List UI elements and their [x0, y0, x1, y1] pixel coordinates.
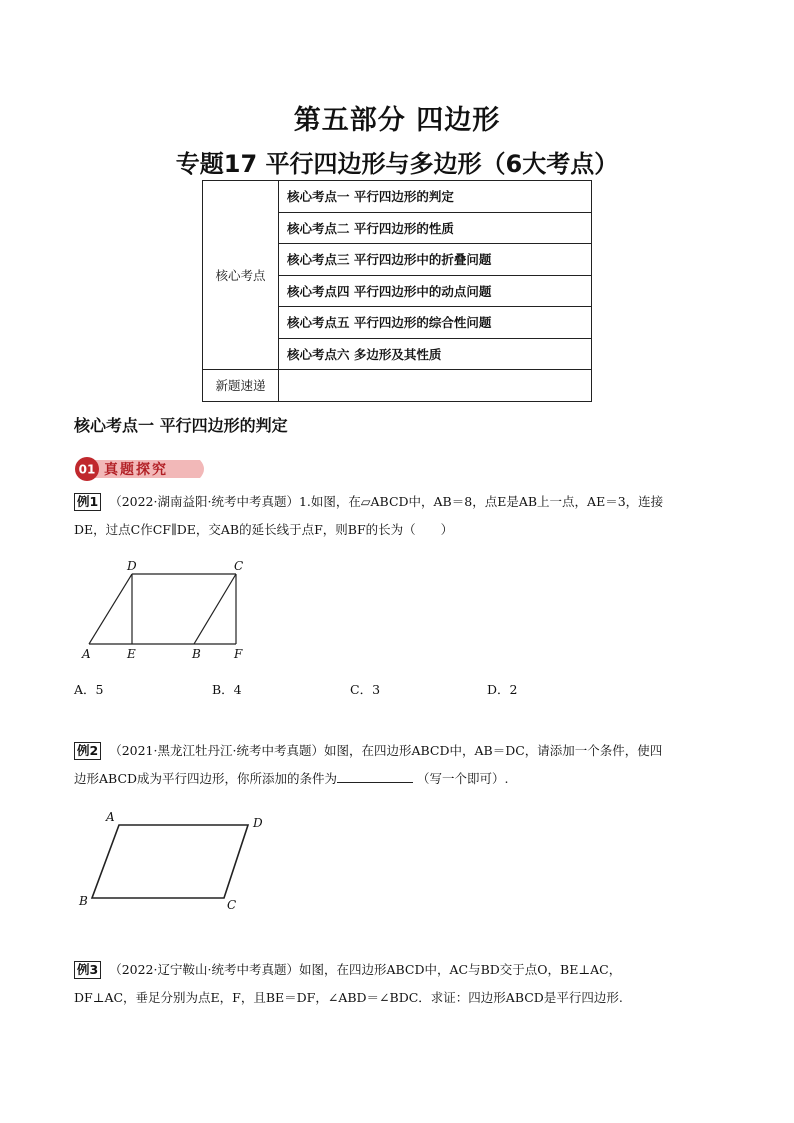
parallelogram-figure-2 [74, 805, 274, 915]
label-D: D [127, 559, 137, 573]
example1-text [74, 488, 724, 544]
toc-item[interactable]: 核心考点六 多边形及其性质 [279, 338, 592, 370]
toc-item[interactable]: 核心考点四 平行四边形中的动点问题 [279, 275, 592, 307]
label-E: E [127, 647, 136, 661]
toc-item[interactable]: 核心考点五 平行四边形的综合性问题 [279, 307, 592, 339]
example1-line2: DE，过点C作CF∥DE，交AB的延长线于点F，则BF的长为（ ） [74, 522, 454, 537]
choice-b[interactable]: B．4 [212, 682, 242, 697]
example2-line2b: （写一个即可）. [417, 771, 509, 786]
example2-line2a: 边形ABCD成为平行四边形，你所添加的条件为 [74, 771, 338, 786]
label-F: F [234, 647, 243, 661]
topic-title: 专题17 平行四边形与多边形（6大考点） [175, 150, 619, 178]
toc-extra-value [279, 370, 592, 402]
topic-table [202, 180, 592, 402]
choice-c[interactable]: C．3 [350, 682, 381, 697]
example2-text [74, 737, 724, 793]
example2-line1: （2021·黑龙江牡丹江·统考中考真题）如图，在四边形ABCD中，AB＝DC，请添加一个条件，使四 [109, 743, 663, 758]
section-heading: 核心考点一 平行四边形的判定 [74, 416, 288, 435]
label-D: D [253, 816, 263, 830]
example1-line1: （2022·湖南益阳·统考中考真题）1.如图，在▱ABCD中，AB＝8，点E是AB上一点，AE＝3，连接 [109, 494, 664, 509]
toc-item[interactable]: 核心考点三 平行四边形中的折叠问题 [279, 244, 592, 276]
part-title: 第五部分 四边形 [293, 105, 501, 136]
answer-blank[interactable] [337, 768, 413, 783]
toc-item[interactable]: 核心考点一 平行四边形的判定 [279, 181, 592, 213]
toc-group-label: 核心考点 [203, 181, 279, 370]
label-C: C [227, 898, 237, 912]
toc-item[interactable]: 核心考点二 平行四边形的性质 [279, 212, 592, 244]
label-B: B [79, 894, 88, 908]
section-banner [74, 456, 210, 482]
example1-label: 例1 [74, 493, 101, 511]
label-A: A [82, 647, 91, 661]
example3-text [74, 956, 724, 1012]
choice-a[interactable]: A．5 [74, 682, 104, 697]
example3-label: 例3 [74, 961, 101, 979]
example2-label: 例2 [74, 742, 101, 760]
example3-line1: （2022·辽宁鞍山·统考中考真题）如图，在四边形ABCD中，AC与BD交于点O，BE⊥AC， [109, 962, 622, 977]
banner-text: 真题探究 [104, 462, 168, 478]
choice-d[interactable]: D．2 [487, 682, 518, 697]
parallelogram-figure-1 [74, 556, 264, 666]
banner-number: 01 [78, 462, 96, 477]
label-C: C [234, 559, 244, 573]
example3-line2: DF⊥AC，垂足分别为点E，F，且BE＝DF，∠ABD＝∠BDC．求证：四边形ABCD是平行四边形. [74, 990, 623, 1005]
label-B: B [192, 647, 201, 661]
toc-extra-label: 新题速递 [203, 370, 279, 402]
label-A: A [106, 810, 115, 824]
